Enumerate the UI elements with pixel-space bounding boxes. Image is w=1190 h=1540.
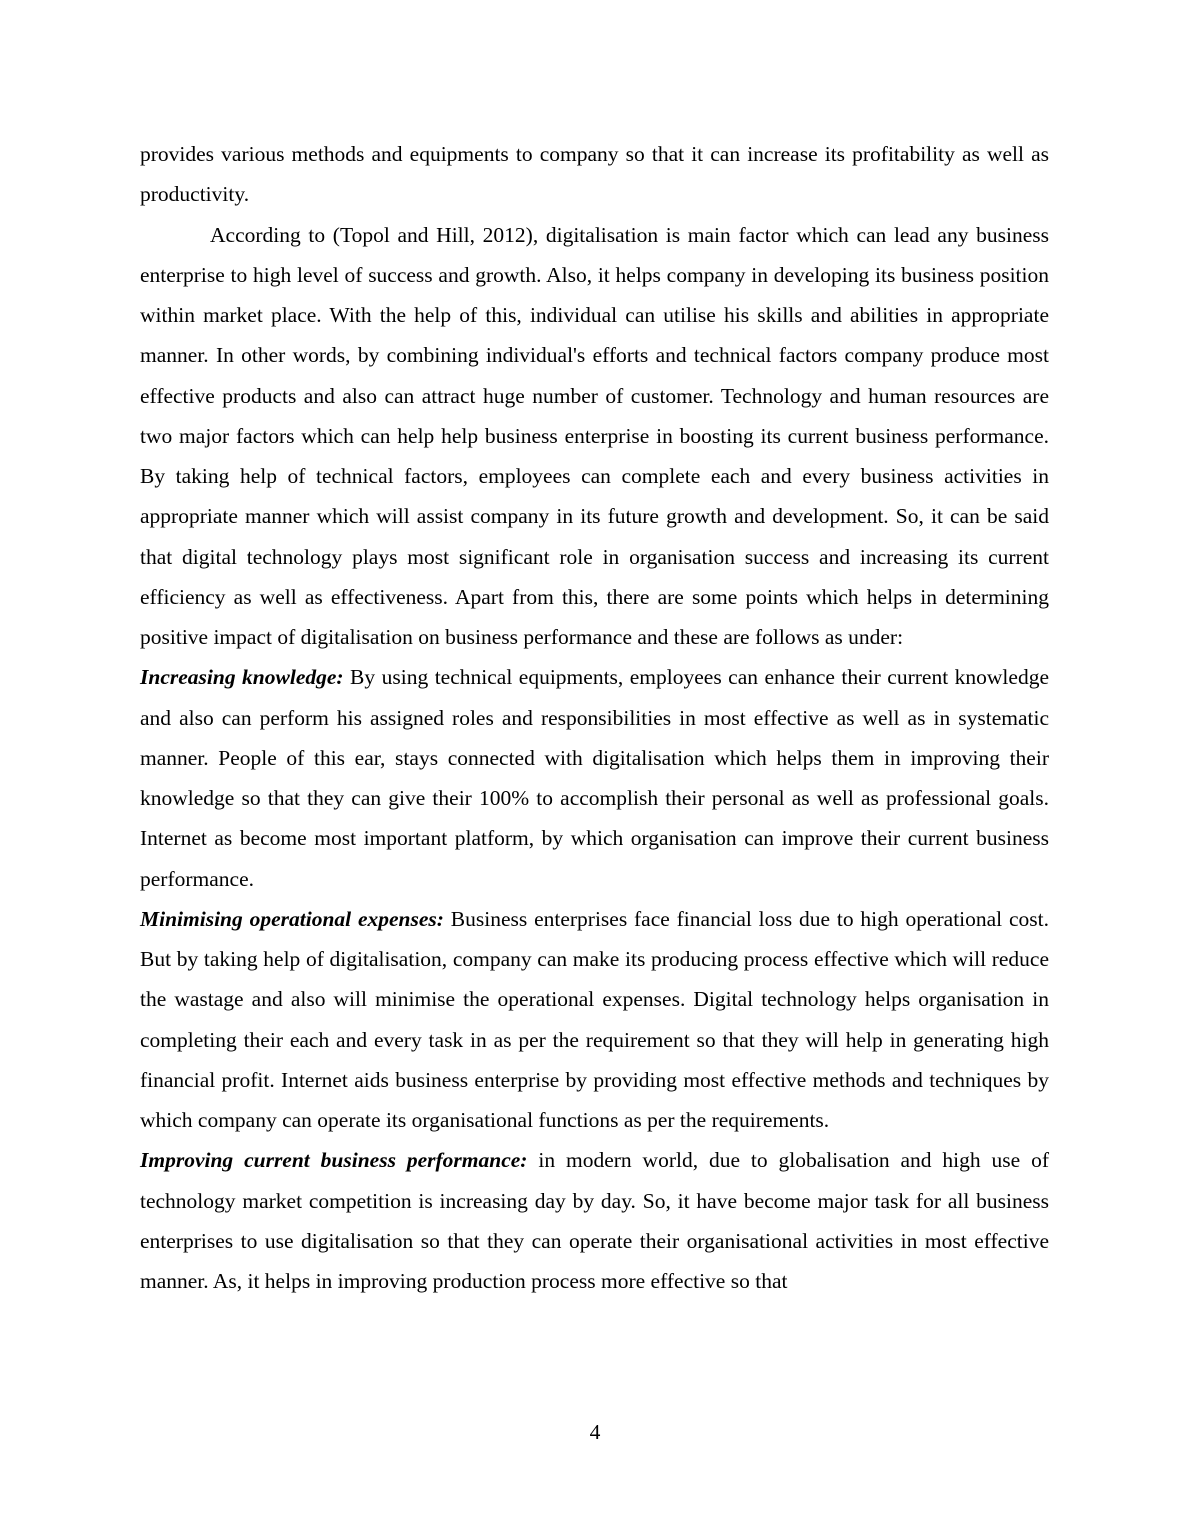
- paragraph-text: By using technical equipments, employees can enhance their current knowledge and also can perform his assigned roles and responsibilities in most effective as well as in systematic manner. People of this ear, stays connected with digitalisation which helps them in improving their knowledge so that they can give their 100% to accomplish their personal as well as professional goals. Internet as become most important platform, by which organisation can improve their current business performance.: [140, 665, 1049, 891]
- paragraph-heading: Improving current business performance:: [140, 1148, 528, 1173]
- paragraph-text: in modern world, due to globalisation and high use of technology market competition is increasing day by day. So, it have become major task for all business enterprises to use digitalisation so that they can operate their organisational activities in most effective manner. As, it helps in improving production process more effective so that: [140, 1148, 1049, 1293]
- paragraph-text: provides various methods and equipments to company so that it can increase its profitability as well as productivity.: [140, 142, 1049, 207]
- paragraph-heading: Increasing knowledge:: [140, 665, 344, 690]
- paragraph-text: According to (Topol and Hill, 2012), digitalisation is main factor which can lead any business enterprise to high level of success and growth. Also, it helps company in developing its business position within market place. With the help of this, individual can utilise his skills and abilities in appropriate manner. In other words, by combining individual's efforts and technical factors company produce most effective products and also can attract huge number of customer. Technology and human resources are two major factors which can help help business enterprise in boosting its current business performance. By taking help of technical factors, employees can complete each and every business activities in appropriate manner which will assist company in its future growth and development. So, it can be said that digital technology plays most significant role in organisation success and increasing its current efficiency as well as effectiveness. Apart from this, there are some points which helps in determining positive impact of digitalisation on business performance and these are follows as under:: [140, 222, 1049, 649]
- page-number: 4: [589, 1420, 601, 1444]
- paragraph-digitalisation-overview: [140, 215, 1049, 658]
- paragraph-increasing-knowledge: [140, 657, 1049, 899]
- paragraph-heading: Minimising operational expenses:: [140, 906, 444, 931]
- page-body: [140, 134, 1049, 1301]
- paragraph-improving-performance: [140, 1140, 1049, 1301]
- paragraph-minimising-expenses: [140, 899, 1049, 1141]
- paragraph-intro-continuation: [140, 134, 1049, 215]
- paragraph-text: Business enterprises face financial loss due to high operational cost. But by taking help of digitalisation, company can make its producing process effective which will reduce the wastage and also will minimise the operational expenses. Digital technology helps organisation in completing their each and every task in as per the requirement so that they will help in generating high financial profit. Internet aids business enterprise by providing most effective methods and techniques by which company can operate its organisational functions as per the requirements.: [140, 906, 1049, 1132]
